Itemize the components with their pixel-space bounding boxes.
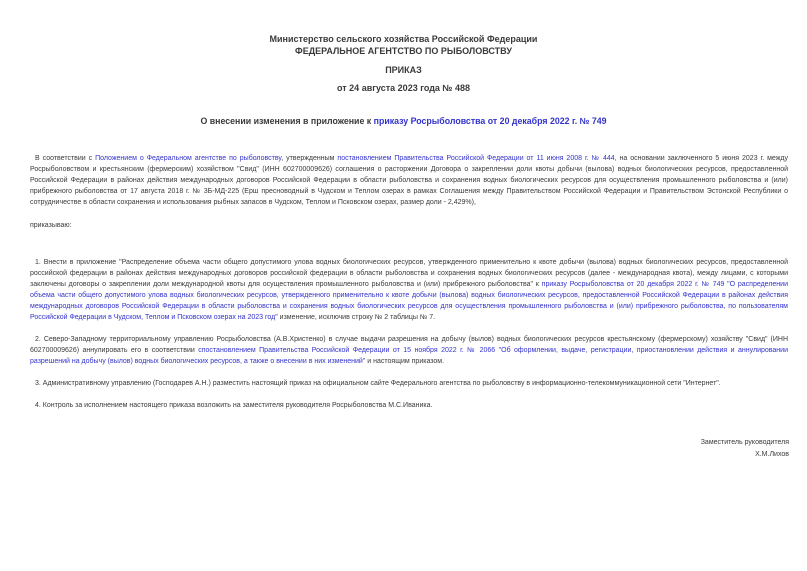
signature-block xyxy=(0,437,789,460)
text-segment: В соответствии с xyxy=(35,155,96,162)
text-segment: 1. Внести в приложение "Распределение объема части общего допустимого улова водных биологических ресурсов, утвержденного применительно к квоте добычи (вылова) водных биологических ресурсов, предоставленной российской федерации в районах действия международных договоров российской федерации в области рыболовства и сохранения водных биологических ресурсов (далее - международная квота), между лицами, с которыми заключены договоры о закреплении доли международной квоты для осуществления промышленного рыболовства и (или) прибрежного рыболовства" к xyxy=(30,259,788,288)
text-segment: 4. Контроль за исполнением настоящего приказа возложить на заместителя руководителя Росрыболовства М.С.Иваника. xyxy=(35,402,433,409)
intro-paragraph xyxy=(30,153,788,208)
document-link[interactable]: приказу Росрыболовства от 20 декабря 2022 г. № 749 xyxy=(373,116,607,126)
document-link[interactable]: спостановлением Правительства Российской Федерации от 15 ноября 2022 г. № 2066 "Об оформлении, выдаче, регистрации, приостановлении действия и аннулировании разрешений на добычу (вылов) водных биологических ресурсов, а также о внесении в них изменений" xyxy=(30,347,788,365)
document-body xyxy=(30,153,788,411)
doc-type-label: ПРИКАЗ xyxy=(385,65,422,75)
doc-date-number: от 24 августа 2023 года № 488 xyxy=(337,83,470,93)
order-item-3 xyxy=(30,378,788,389)
text-segment: изменение, исключив строку № 2 таблицы № 7. xyxy=(277,314,436,321)
text-segment: О внесении изменения в приложение к xyxy=(200,116,374,126)
text-segment: и настоящим приказом. xyxy=(365,358,445,365)
order-word: приказываю: xyxy=(30,222,72,229)
signer-position: Заместитель руководителя xyxy=(700,439,789,446)
order-item-4 xyxy=(30,400,788,411)
document-header xyxy=(0,0,807,127)
text-segment: 3. Административному управлению (Господарев А.Н.) разместить настоящий приказ на официальном сайте Федерального агентства по рыболовству в информационно-телекоммуникационной сети "Интернет". xyxy=(35,380,721,387)
doc-title xyxy=(0,115,807,127)
ministry-name: Министерство сельского хозяйства Российской Федерации xyxy=(269,34,538,44)
text-segment: 2. Северо-Западному территориальному управлению Росрыболовства (А.В.Христенко) в случае выдачи разрешения на добычу (вылов) водных биологических ресурсов крестьянскому (фермерскому) хозяйству "Свид" (ИНН 602700009626) аннулировать его в соответствии xyxy=(30,336,788,354)
document-link[interactable]: постановлением Правительства Российской Федерации от 11 июня 2008 г. № 444 xyxy=(337,155,615,162)
text-segment: , на основании заключенного 5 июня 2023 г. между Росрыболовством и крестьянским (фермерским) хозяйством "Свид" (ИНН 602700009626) соглашения о расторжении Договора о закреплении доли квоты добычи (вылова) водных биологических ресурсов, предоставленной Российской Федерации в районах действия международных договоров Российской Федерации в области рыболовства и сохранения водных биологических ресурсов для осуществления промышленного рыболовства и (или) прибрежного рыболовства от 17 августа 2018 г. № 3Б-МД-225 (Ерш пресноводный в Чудском и Теплом озерах в рамках Соглашения между Правительством Российской Федерации и Правительством Эстонской Республики о сотрудничестве в области сохранения и использования рыбных запасов в Чудском, Теплом и Псковском озерах, размер доли - 2,429%), xyxy=(30,155,789,206)
order-item-2 xyxy=(30,334,788,367)
agency-name: ФЕДЕРАЛЬНОЕ АГЕНТСТВО ПО РЫБОЛОВСТВУ xyxy=(295,46,512,56)
order-item-1 xyxy=(30,257,788,323)
text-segment: , утвержденным xyxy=(281,155,338,162)
document-link[interactable]: Положением о Федеральном агентстве по рыболовству xyxy=(95,155,282,162)
signer-name: Х.М.Лихов xyxy=(755,450,789,458)
document-link[interactable]: приказу Росрыболовства от 20 декабря 2022 г. № 749 "О распределении объема части общего допустимого улова водных биологических ресурсов, утвержденного применительно к квоте добычи (вылова) водных биологических ресурсов, предоставленной Российской Федерации в районах действия международных договоров Российской Федерации в области рыболовства и сохранения водных биологических ресурсов для осуществления промышленного рыболовства и (или) прибрежного рыболовства, по пользователям Российской Федерации в Чудском, Теплом и Псковском озерах на 2023 год" xyxy=(30,281,788,321)
